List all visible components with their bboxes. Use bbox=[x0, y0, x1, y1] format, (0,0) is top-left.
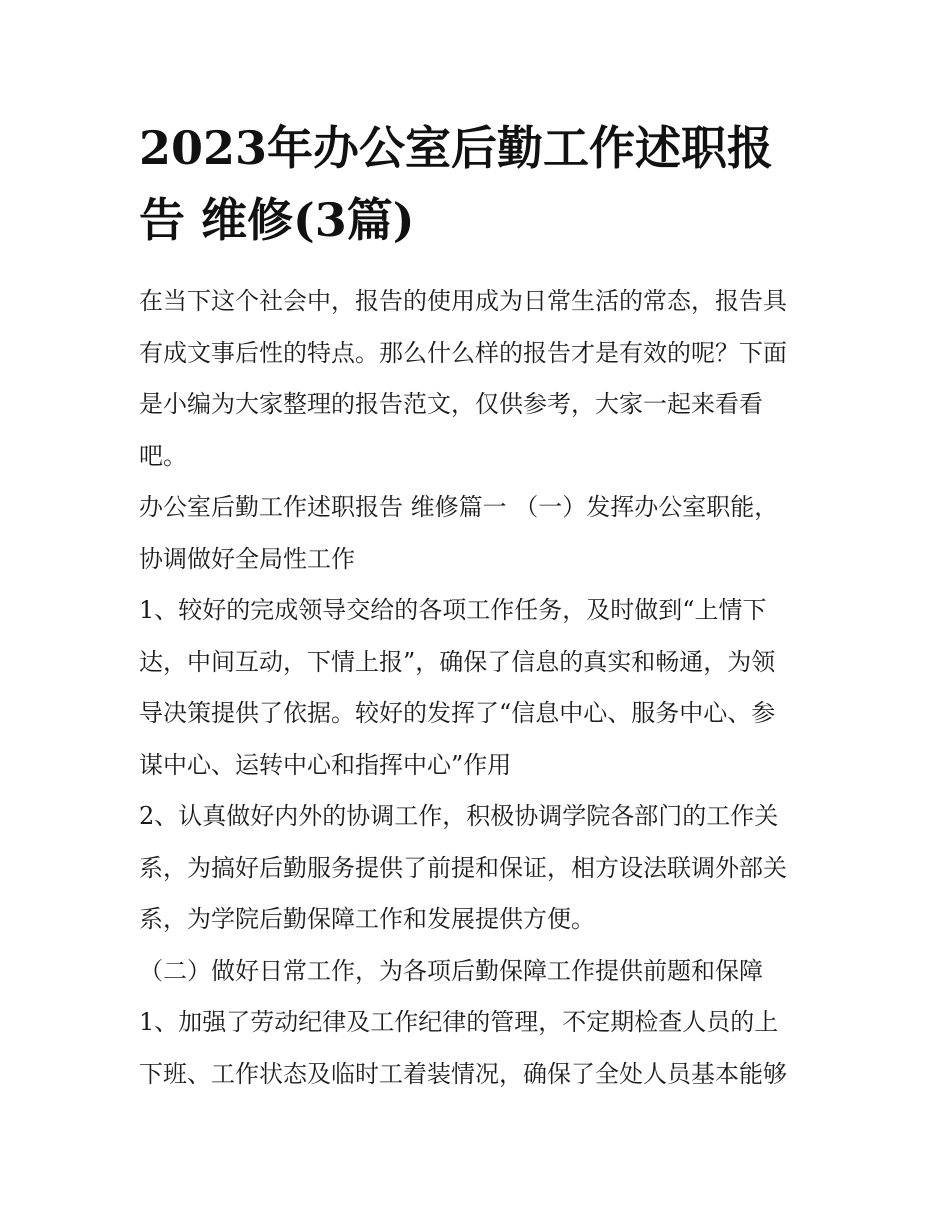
title-line-1: 2023年办公室后勤工作述职报 bbox=[139, 121, 774, 175]
intro-line: 有成文事后性的特点。那么什么样的报告才是有效的呢？下面 bbox=[139, 338, 787, 367]
paragraph-line: 1、加强了劳动纪律及工作纪律的管理，不定期检查人员的上 bbox=[139, 1008, 779, 1036]
intro-line: 吧。 bbox=[139, 441, 187, 470]
paragraph-line: 2、认真做好内外的协调工作，积极协调学院各部门的工作关 bbox=[139, 802, 779, 830]
paragraph-line: 达，中间互动，下情上报”，确保了信息的真实和畅通，为领 bbox=[139, 647, 776, 676]
document-title bbox=[139, 112, 819, 256]
paragraph-line: 1、较好的完成领导交给的各项工作任务，及时做到“上情下 bbox=[139, 596, 767, 624]
intro-line: 在当下这个社会中，报告的使用成为日常生活的常态，报告具 bbox=[139, 287, 787, 315]
document-body bbox=[139, 276, 819, 1100]
paragraph-line: 系，为学院后勤保障工作和发展提供方便。 bbox=[139, 905, 595, 933]
intro-line: 是小编为大家整理的报告范文，仅供参考，大家一起来看看 bbox=[139, 390, 763, 418]
paragraph-line: 谋中心、运转中心和指挥中心”作用 bbox=[139, 750, 512, 779]
subsection-heading-line: （二）做好日常工作，为各项后勤保障工作提供前题和保障 bbox=[139, 956, 763, 985]
paragraph-line: 导决策提供了依据。较好的发挥了“信息中心、服务中心、参 bbox=[139, 699, 776, 727]
title-line-2: 告 维修(3篇) bbox=[139, 193, 415, 247]
paragraph-line: 系，为搞好后勤服务提供了前提和保证，相方设法联调外部关 bbox=[139, 853, 787, 882]
section-heading-line: 办公室后勤工作述职报告 维修篇一 （一）发挥办公室职能， bbox=[139, 493, 779, 521]
section-heading-line: 协调做好全局性工作 bbox=[139, 544, 355, 573]
paragraph-line: 下班、工作状态及临时工着装情况，确保了全处人员基本能够 bbox=[139, 1059, 787, 1088]
